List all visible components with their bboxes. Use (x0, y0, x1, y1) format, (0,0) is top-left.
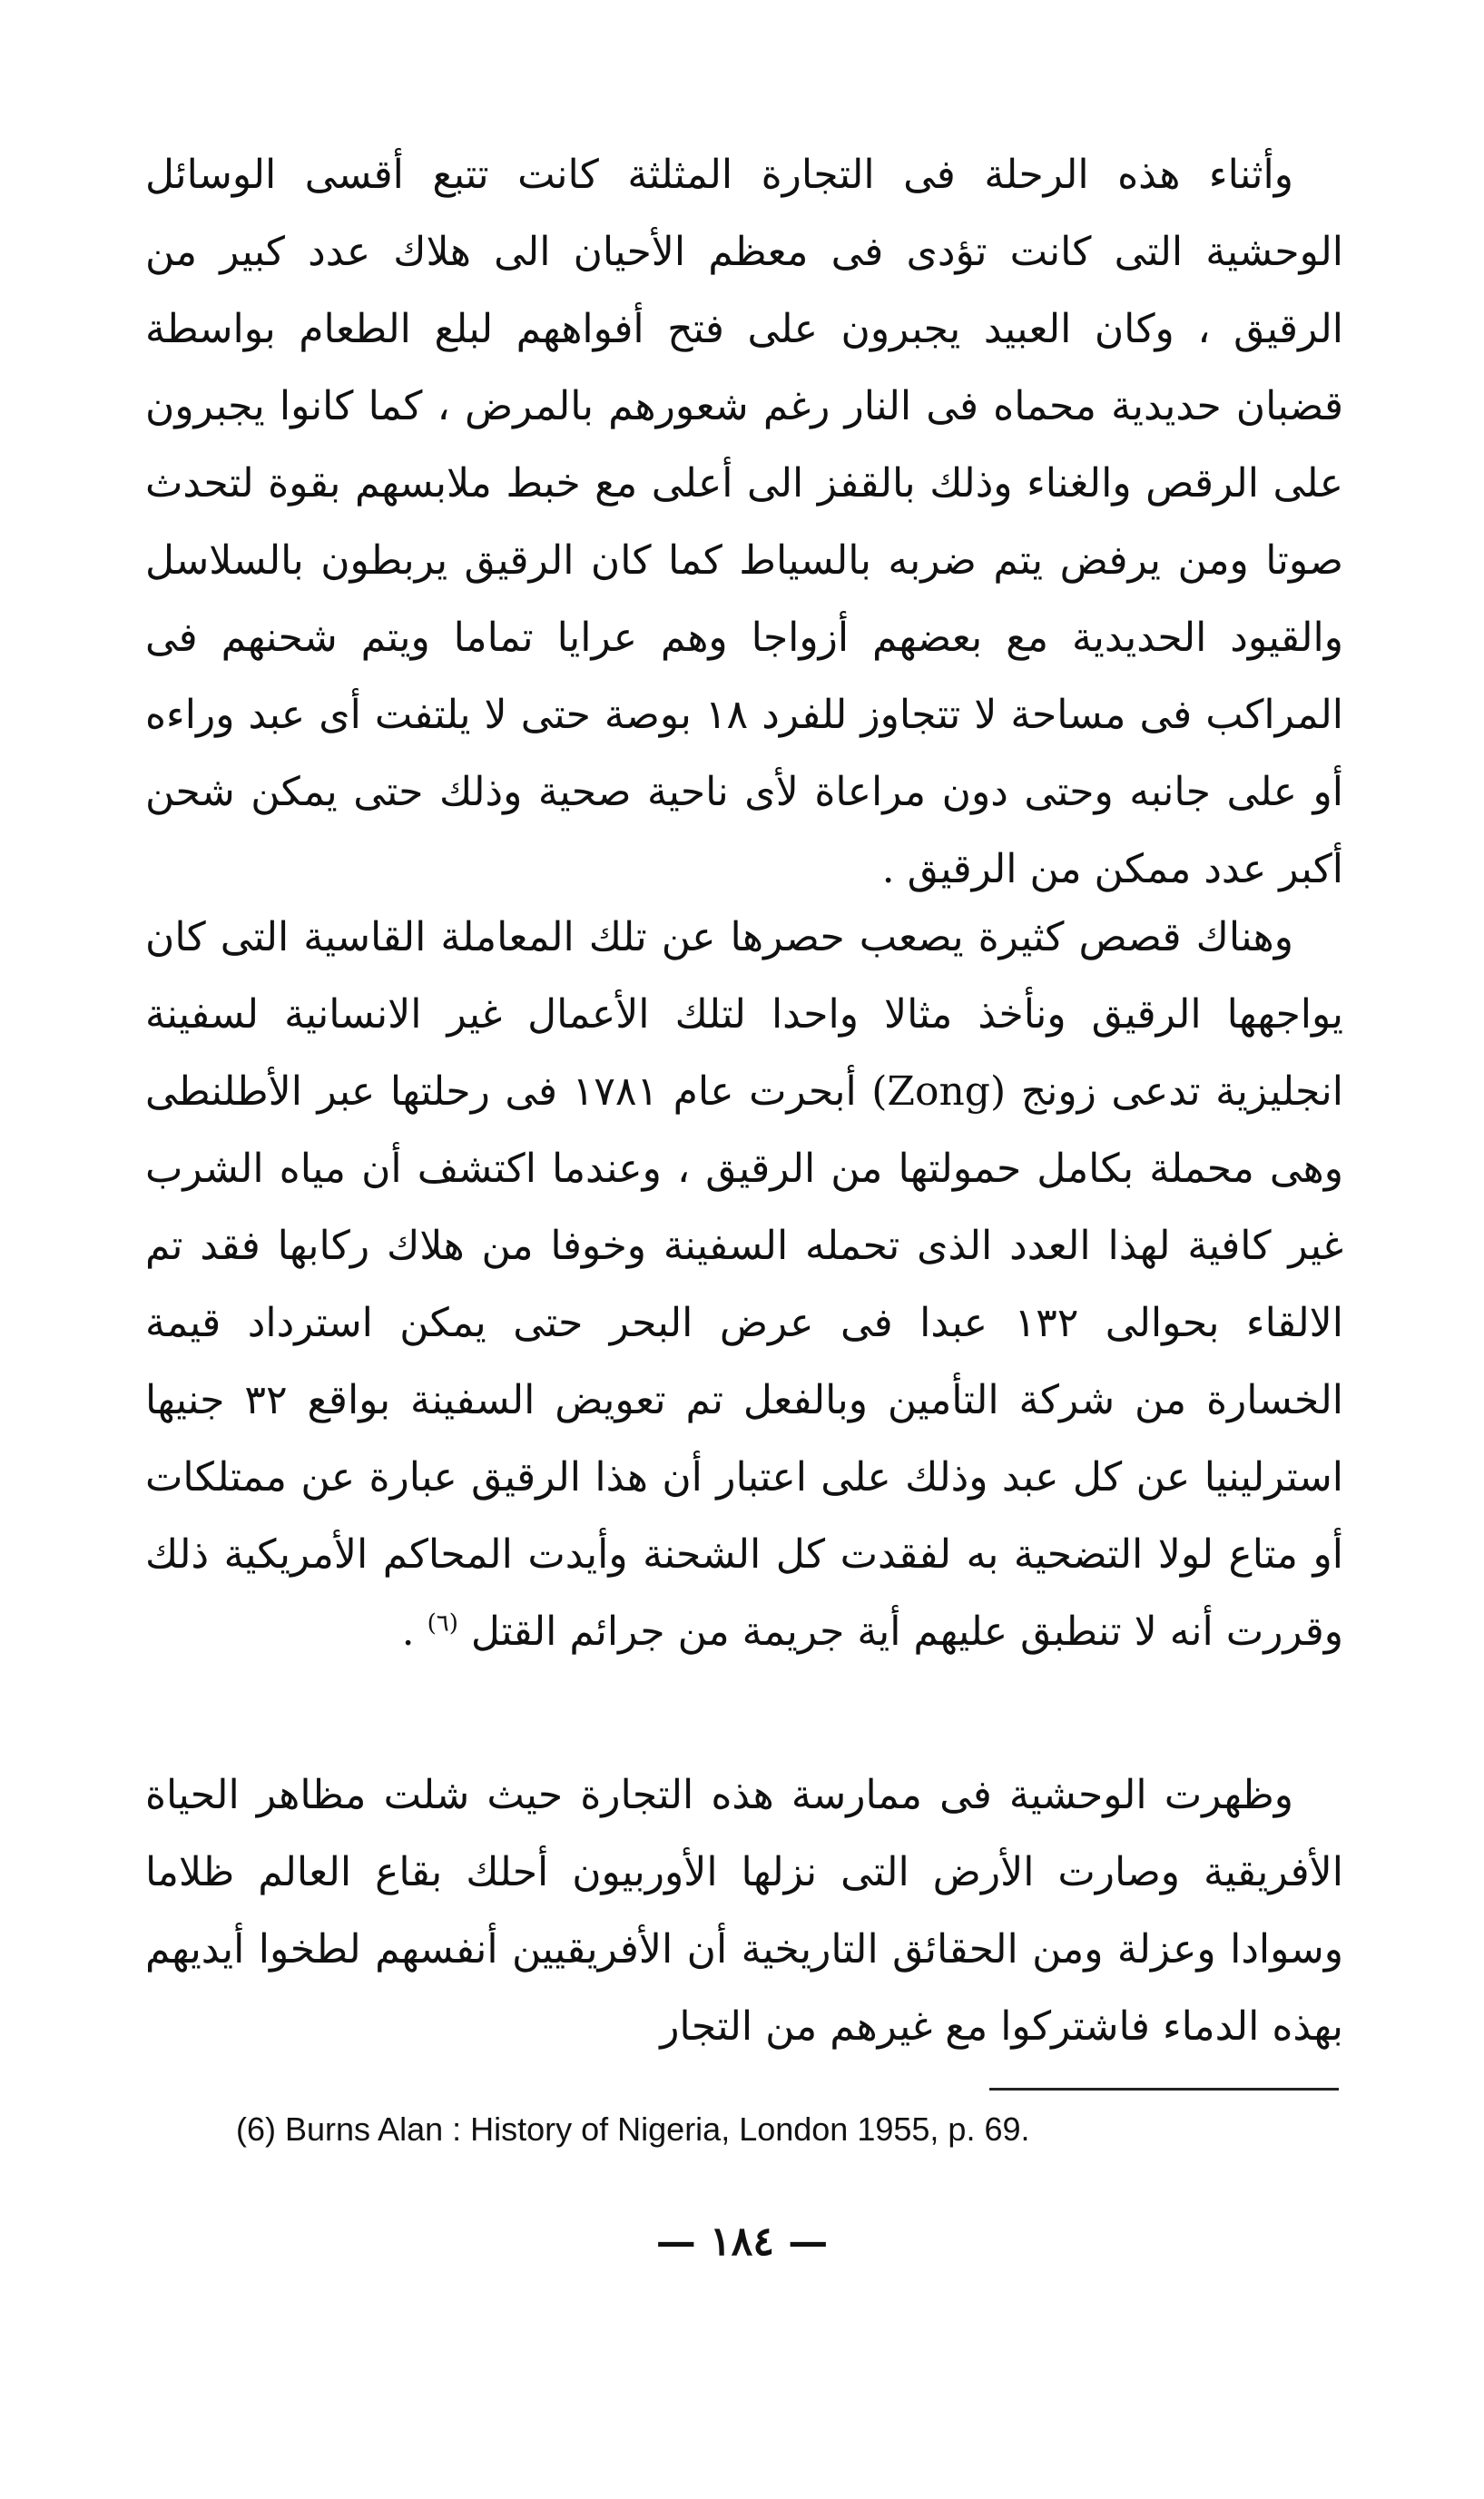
footnote: (6) Burns Alan : History of Nigeria, London 1955, p. 69. (236, 2110, 1030, 2148)
paragraph-zong-ship (145, 899, 1343, 1670)
paragraph-text: وأثناء هذه الرحلة فى التجارة المثلثة كانت تتبع أقسى الوسائل الوحشية التى كانت تؤدى فى معظم الأحيان الى هلاك عدد كبير من الرقيق ، وكان العبيد يجبرون على فتح أفواههم لبلع الطعام بواسطة قضبان حديدية محماه فى النار رغم شعورهم بالمرض ، كما كانوا يجبرون على الرقص والغناء وذلك بالقفز الى أعلى مع خبط ملابسهم بقوة لتحدث صوتا ومن يرفض يتم ضربه بالسياط كما كان الرقيق يربطون بالسلاسل والقيود الحديدية مع بعضهم أزواجا وهم عرايا تماما ويتم شحنهم فى المراكب فى مساحة لا تتجاوز للفرد ١٨ بوصة حتى لا يلتفت أى عبد وراءه أو على جانبه وحتى دون مراعاة لأى ناحية صحية وذلك حتى يمكن شحن أكبر عدد ممكن من الرقيق . (145, 152, 1343, 892)
footnote-reference: (٦) (427, 1609, 458, 1638)
footnote-divider (989, 2088, 1339, 2091)
paragraph-end: . (401, 1609, 428, 1655)
paragraph-text-container (145, 899, 1343, 1670)
paragraph-african-life (145, 1756, 1343, 2065)
paragraph-text: وهناك قصص كثيرة يصعب حصرها عن تلك المعاملة القاسية التى كان يواجهها الرقيق ونأخذ مثالا واحدا لتلك الأعمال غير الانسانية لسفينة انجليزية تدعى زونج (Zong) أبحرت عام ١٧٨١ فى رحلتها عبر الأطلنطى وهى محملة بكامل حمولتها من الرقيق ، وعندما اكتشف أن مياه الشرب غير كافية لهذا العدد الذى تحمله السفينة وخوفا من هلاك ركابها فقد تم الالقاء بحوالى ١٣٢ عبدا فى عرض البحر حتى يمكن استرداد قيمة الخسارة من شركة التأمين وبالفعل تم تعويض السفينة بواقع ٣٢ جنيها استرلينيا عن كل عبد وذلك على اعتبار أن هذا الرقيق عبارة عن ممتلكات أو متاع لولا التضحية به لفقدت كل الشحنة وأيدت المحاكم الأمريكية ذلك وقررت أنه لا تنطبق عليهم أية جريمة من جرائم القتل (145, 914, 1344, 1655)
paragraph-trade-cruelty (145, 136, 1343, 908)
page-number: — ١٨٤ — (655, 2219, 829, 2265)
paragraph-text: وظهرت الوحشية فى ممارسة هذه التجارة حيث شلت مظاهر الحياة الأفريقية وصارت الأرض التى نزلها الأوربيون أحلك بقاع العالم ظلاما وسوادا وعزلة ومن الحقائق التاريخية أن الأفريقيين أنفسهم لطخوا أيديهم بهذه الدماء فاشتركوا مع غيرهم من التجار (145, 1772, 1343, 2050)
